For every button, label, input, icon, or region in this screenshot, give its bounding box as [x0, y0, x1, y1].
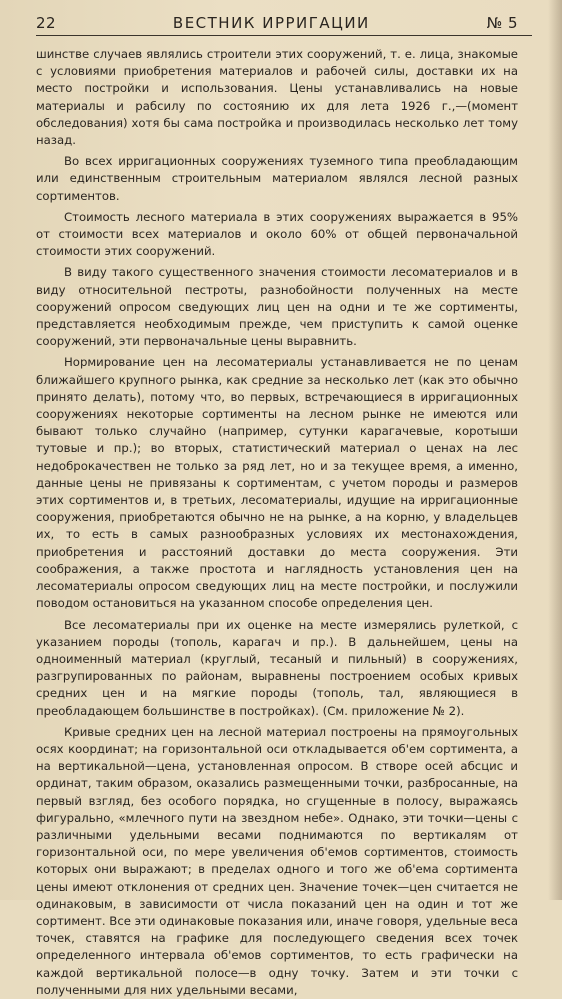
article-body [36, 46, 532, 999]
running-header [36, 14, 532, 36]
paragraph: Кривые средних цен на лесной материал построены на прямоугольных осях координат; на горизонтальной оси откладывается об'ем сортимента, а на вертикальной—цена, установленная опросом. В створе осей абсцис и ординат, таким образом, оказались размещенными точки, разбросанные, на первый взгляд, без особого порядка, но сгущенные в полосу, выражаясь фигурально, «млечного пути на звездном небе». Однако, эти точки—цены с различными удельными весами поднимаются по вертикалям от горизонтальной оси, по мере увеличения об'емов сортиментов, стоимость которых они выражают; в пределах одного и того же об'ема сортимента цены имеют отклонения от средних цен. Значение точек—цен считается не одинаковым, в зависимости от числа показаний цен на один и тот же сортимент. Все эти одинаковые показания или, иначе говоря, удельные веса точек, ставятся на графике для последующего сведения всех точек определенного интервала об'емов сортиментов, то есть графически на каждой вертикальной полосе—в одну точку. Затем и эти точки с полученными для них удельными весами, [36, 724, 518, 997]
paragraph-continued: шинстве случаев являлись строители этих сооружений, т. е. лица, знакомые с условиями приобретения материалов и рабочей силы, доставки их на место постройки и использования. Цены устанавливались на новые материалы и рабсилу по состоянию их для лета 1926 г.,—(момент обследования) хотя бы сама постройка и производилась несколько лет тому назад. [36, 47, 518, 148]
paragraph: Все лесоматериалы при их оценке на месте измерялись рулеткой, с указанием породы (тополь, карагач и пр.). В дальнейшем, цены на одноименный материал (круглый, тесаный и пильный) в сооружениях, разгрупированных по районам, выравнены построением особых кривых средних цен и на мягкие породы (тополь, тал, являющиеся в преобладающем большинстве в постройках). (См. приложение № 2). [36, 617, 518, 718]
issue-number: № 5 [486, 14, 518, 32]
page-number: 22 [36, 14, 57, 32]
paragraph: Нормирование цен на лесоматериалы устанавливается не по ценам ближайшего крупного рынка, как средние за несколько лет (как это обычно принято делать), потому что, во первых, встречающиеся в ирригационных сооружениях некоторые сортименты на лесном рынке не имеются или бывают только случайно (например, сутунки карагачевые, коротыши тутовые и пр.); во вторых, статистический материал о ценах на лес недоброкачествен не только за ряд лет, но и за текущее время, а именно, данные цены не привязаны к сортиментам, с учетом породы и размеров этих сортиментов и, в третьих, лесоматериалы, идущие на ирригационные сооружения, приобретаются обычно не на рынке, а на корню, у владельцев их, то есть в самых разнообразных условиях их местонахождения, приобретения и расстояний доставки до места сооружения. Эти соображения, а также простота и наглядность установления цен на лесоматериалы опросом сведующих лиц на месте постройки, и послужили поводом остановиться на указанном способе определения цен. [36, 355, 518, 611]
paragraph: Во всех ирригационных сооружениях туземного типа преобладающим или единственным строительным материалом являлся лесной разных сортиментов. [36, 154, 518, 203]
paragraph: Стоимость лесного материала в этих сооружениях выражается в 95% от стоимости всех материалов и около 60% от общей первоначальной стоимости этих сооружений. [36, 209, 518, 259]
paragraph: В виду такого существенного значения стоимости лесоматериалов и в виду относительной пестроты, разнобойности полученных на месте сооружений опросом сведующих лиц цен на одни и те же сортименты, представляется необходимым прежде, чем приступить к самой оценке сооружений, эти первоначальные цены выравнить. [36, 265, 518, 349]
journal-title: ВЕСТНИК ИРРИГАЦИИ [172, 14, 370, 32]
